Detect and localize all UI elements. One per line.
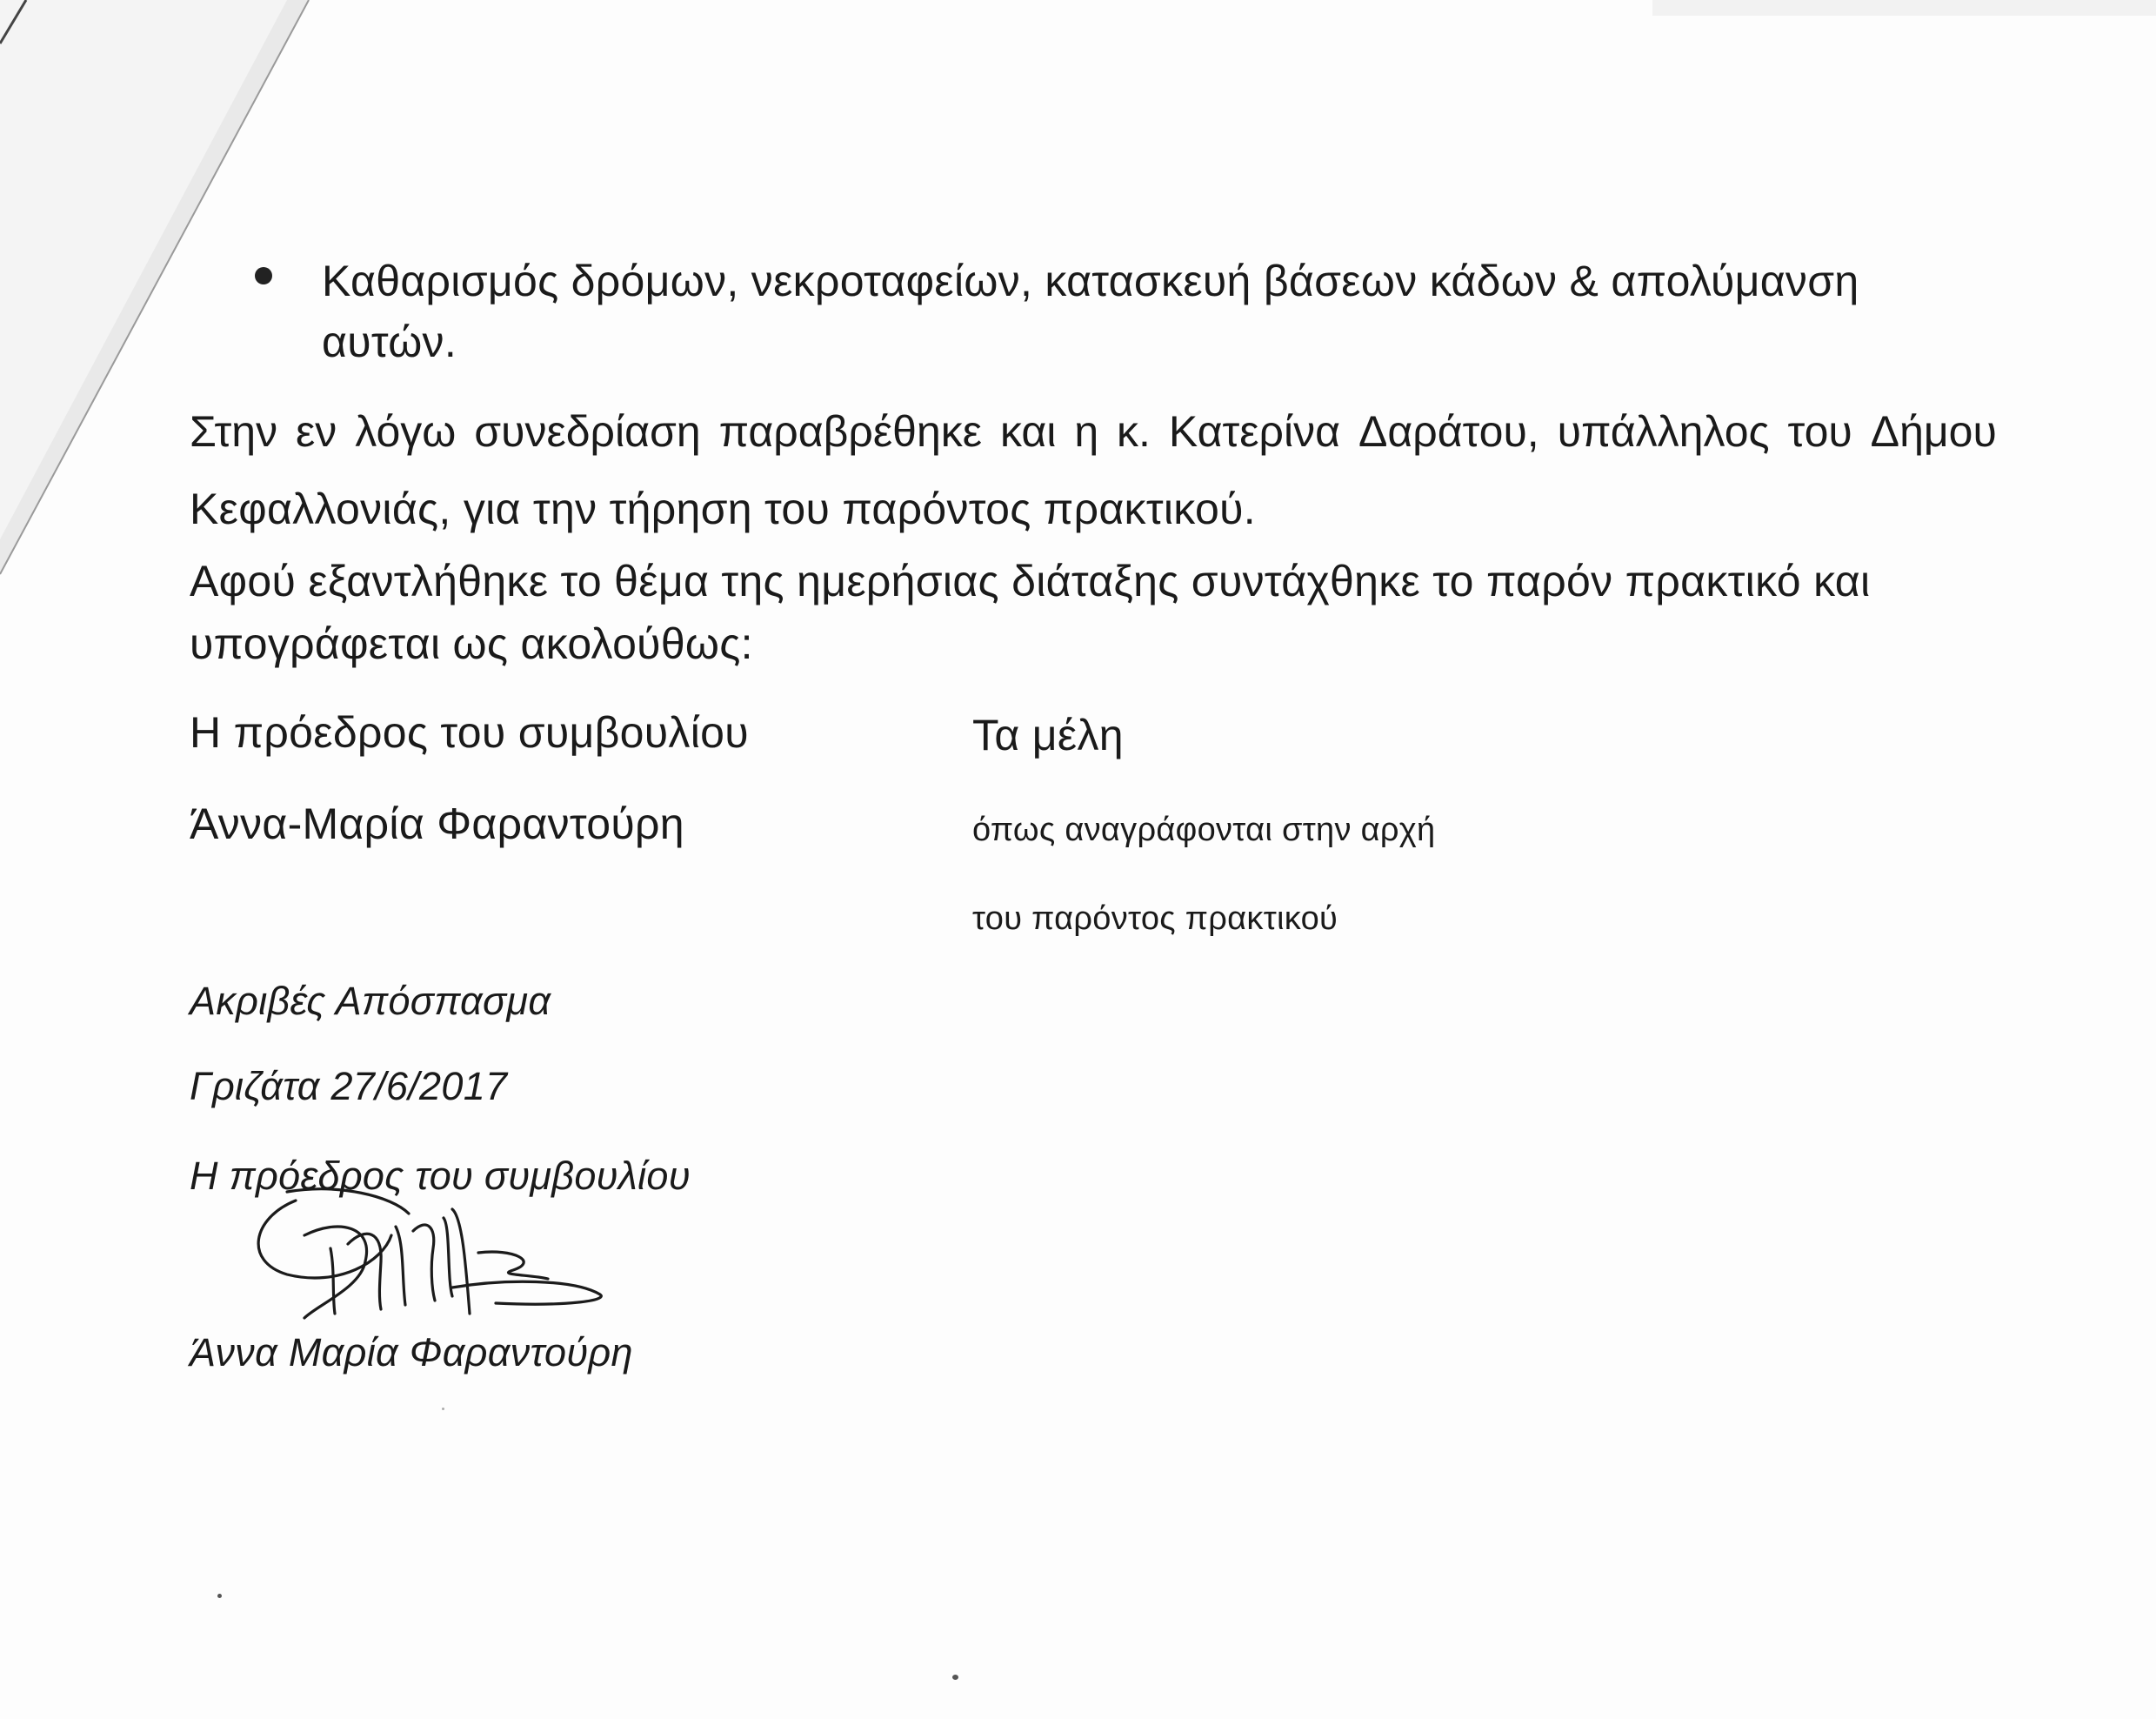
paragraph1-line1 — [190, 407, 1997, 456]
p1-word: του — [1787, 407, 1852, 456]
extract-name: Άννα Μαρία Φαραντούρη — [190, 1330, 633, 1375]
p1-word: λόγω — [355, 407, 457, 456]
scan-speck — [442, 1408, 444, 1410]
handwritten-signature — [235, 1166, 635, 1340]
p1-word: Δήμου — [1870, 407, 1997, 456]
bullet-item-line1: Καθαρισμός δρόμων, νεκροταφείων, κατασκευή βάσεων κάδων & απολύμανση — [322, 257, 1859, 305]
p1-word: συνεδρίαση — [474, 407, 701, 456]
members-title: Τα μέλη — [972, 711, 1124, 759]
bullet-dot — [255, 267, 272, 284]
p1-word: εν — [296, 407, 337, 456]
members-note-line2: του παρόντος πρακτικού — [972, 900, 1338, 937]
bullet-item-line2: αυτών. — [322, 318, 457, 366]
p1-word: κ. — [1117, 407, 1151, 456]
p1-word: Δαράτου, — [1358, 407, 1539, 456]
extract-title: Ακριβές Απόσπασμα — [190, 979, 551, 1023]
p1-word: παραβρέθηκε — [718, 407, 983, 456]
chair-name: Άννα-Μαρία Φαραντούρη — [190, 799, 684, 848]
p1-word: υπάλληλος — [1557, 407, 1770, 456]
chair-title: Η πρόεδρος του συμβουλίου — [190, 708, 749, 757]
p1-word: Κατερίνα — [1168, 407, 1341, 456]
scan-speck — [217, 1594, 222, 1598]
members-note-line1: όπως αναγράφονται στην αρχή — [972, 812, 1436, 848]
paragraph2-line1: Αφού εξαντλήθηκε το θέμα της ημερήσιας διάταξης συντάχθηκε το παρόν πρακτικό και — [190, 557, 1871, 605]
extract-role: Η πρόεδρος του συμβουλίου — [190, 1154, 691, 1198]
scan-speck — [952, 1675, 958, 1680]
p1-word: και — [999, 407, 1057, 456]
extract-place-date: Γριζάτα 27/6/2017 — [190, 1064, 508, 1108]
p1-word: Στην — [190, 407, 278, 456]
paragraph1-line2: Κεφαλλονιάς, για την τήρηση του παρόντος πρακτικού. — [190, 485, 1256, 533]
p1-word: η — [1074, 407, 1099, 456]
paragraph2-line2: υπογράφεται ως ακολούθως: — [190, 619, 753, 668]
